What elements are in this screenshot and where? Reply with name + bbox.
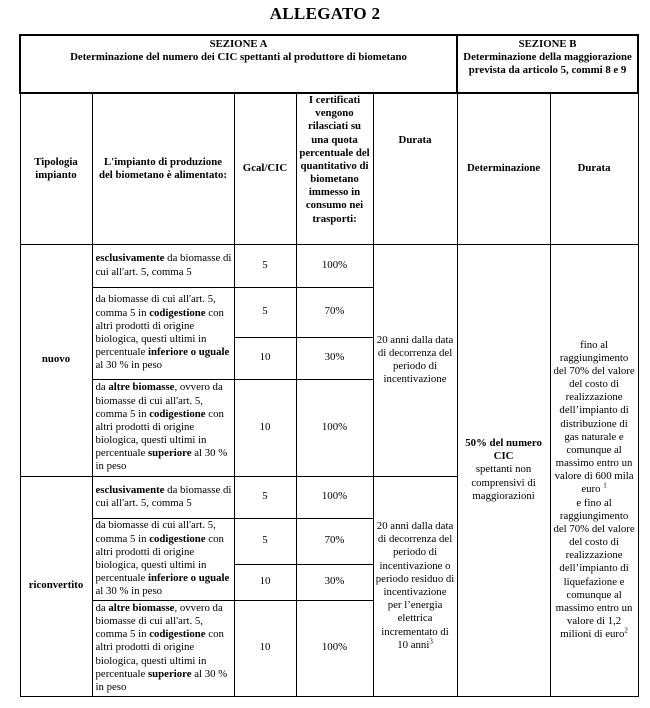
feed-cell: esclusivamente da biomasse di cui all'art. 5, comma 5 [92, 244, 234, 287]
feed-cell: da altre biomasse, ovvero da biomasse di cui all'art. 5, comma 5 in codigestione con altri prodotti di origine biologica, questi ultimi in percentuale superiore al 30 % in peso [92, 379, 234, 476]
section-a-header [20, 35, 457, 93]
section-b-header [457, 35, 638, 93]
feed-cell: da biomasse di cui all'art. 5, comma 5 in codigestione con altri prodotti di origine biologica, questi ultimi in percentuale inferiore o uguale al 30 % in peso [92, 518, 234, 600]
gcal-cell: 5 [234, 476, 296, 518]
gcal-cell: 10 [234, 379, 296, 476]
section-header-row [20, 35, 638, 93]
header-gcal: Gcal/CIC [234, 93, 296, 244]
quota-cell: 70% [296, 518, 373, 564]
quota-cell: 100% [296, 600, 373, 696]
determinazione-bold: 50% del numero CIC [465, 437, 542, 463]
quota-cell: 100% [296, 244, 373, 287]
quota-cell: 100% [296, 379, 373, 476]
column-header-row [20, 93, 638, 244]
gcal-cell: 10 [234, 564, 296, 600]
section-b-heading: SEZIONE B [518, 38, 577, 50]
tipologia-nuovo: nuovo [20, 244, 92, 476]
header-determinazione: Determinazione [457, 93, 550, 244]
tipologia-riconvertito: riconvertito [20, 476, 92, 696]
durata-nuovo: 20 anni dalla data di decorrenza del periodo di incentivazione [373, 244, 457, 476]
section-a-subheading: Determinazione del numero dei CIC spettanti al produttore di biometano [70, 51, 407, 64]
durata-b-cell: fino al raggiungimento del 70% del valore del costo di realizzazione dell’impianto di distribuzione di gas naturale e comunque al massimo entro un valore di 600 mila euro $^1$ e fino al raggiungimento del 70% del valore del costo di realizzazione dell’impianto di liquefazione e comunque al massimo entro un valore di 1,2 milioni di euro$^2$ [550, 244, 638, 696]
quota-cell: 30% [296, 564, 373, 600]
determinazione-rest: spettanti non comprensivi di maggiorazioni [471, 463, 536, 502]
quota-cell: 70% [296, 287, 373, 337]
quota-cell: 30% [296, 337, 373, 379]
header-quota: I certificati vengono rilasciati su una quota percentuale del quantitativo di biometano immesso in consumo nei trasporti: [296, 93, 373, 244]
section-b-subheading: Determinazione della maggiorazione prevista da articolo 5, commi 8 e 9 [463, 51, 632, 77]
gcal-cell: 5 [234, 287, 296, 337]
durata-riconvertito: 20 anni dalla data di decorrenza del periodo di incentivazione o periodo residuo di incentivazione per l’energia elettrica incrementato di 10 anni$^3$ [373, 476, 457, 696]
gcal-cell: 10 [234, 600, 296, 696]
section-a-heading: SEZIONE A [209, 38, 268, 50]
feed-cell: esclusivamente da biomasse di cui all'art. 5, comma 5 [92, 476, 234, 518]
header-durata: Durata [373, 93, 457, 244]
document-title: ALLEGATO 2 [269, 4, 381, 23]
determinazione-cell [457, 244, 550, 696]
quota-cell: 100% [296, 476, 373, 518]
header-tipologia: Tipologia impianto [20, 93, 92, 244]
feed-cell: da biomasse di cui all'art. 5, comma 5 in codigestione con altri prodotti di origine biologica, questi ultimi in percentuale inferiore o uguale al 30 % in peso [92, 287, 234, 379]
feed-cell: da altre biomasse, ovvero da biomasse di cui all'art. 5, comma 5 in codigestione con altri prodotti di origine biologica, questi ultimi in percentuale superiore al 30 % in peso [92, 600, 234, 696]
gcal-cell: 5 [234, 518, 296, 564]
table-row [20, 244, 638, 287]
allegato-table [19, 34, 639, 697]
gcal-cell: 10 [234, 337, 296, 379]
header-alimentazione: L'impianto di produzione del biometano è alimentato: [92, 93, 234, 244]
header-durata-b: Durata [550, 93, 638, 244]
gcal-cell: 5 [234, 244, 296, 287]
